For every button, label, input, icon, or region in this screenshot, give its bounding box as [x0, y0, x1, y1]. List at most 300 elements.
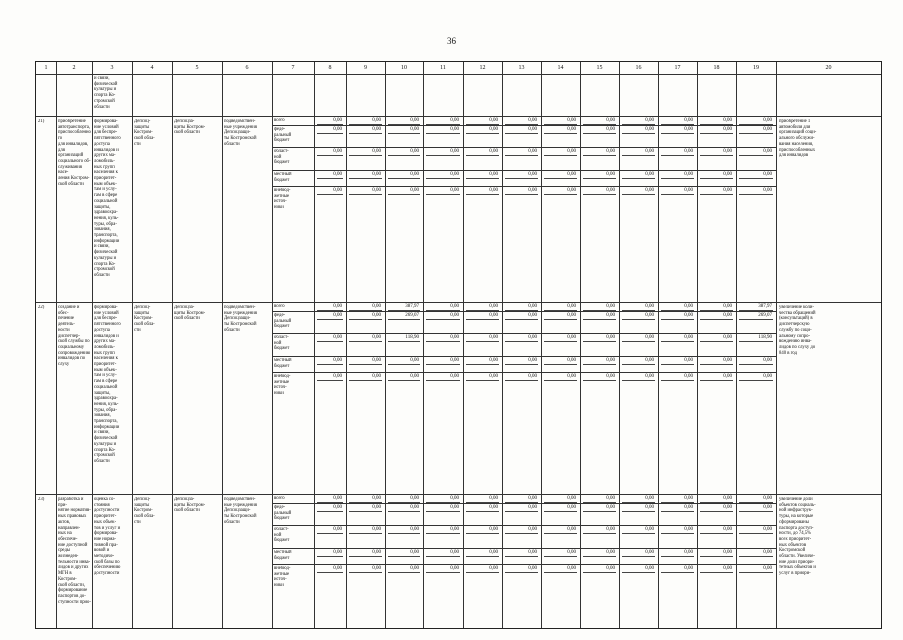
funding-value: 0,00: [372, 566, 381, 571]
value-underline: [622, 556, 655, 557]
value-underline: [544, 133, 577, 134]
value-underline: [349, 364, 382, 365]
funding-value: 0,00: [645, 149, 654, 154]
value-underline: [426, 511, 460, 512]
funding-source-label: местный бюджет: [274, 550, 292, 561]
funding-value: 118,90: [758, 335, 772, 340]
value-underline: [544, 155, 577, 156]
subrow-rule: [272, 311, 776, 312]
funding-value: 0,00: [528, 527, 537, 532]
funding-value: 0,00: [450, 527, 459, 532]
value-underline: [700, 194, 733, 195]
funding-source-label: област- ной бюджет: [274, 527, 290, 544]
funding-value: 0,00: [723, 566, 732, 571]
column-number: 3: [110, 65, 114, 71]
funding-source-label: област- ной бюджет: [274, 335, 290, 352]
funding-value: 0,00: [567, 374, 576, 379]
funding-value: 0,00: [723, 527, 732, 532]
funding-value: 0,00: [489, 496, 498, 501]
value-underline: [739, 124, 773, 125]
value-underline: [622, 380, 655, 381]
funding-value: 0,00: [333, 127, 342, 132]
value-underline: [739, 194, 773, 195]
funding-source-label: внебюд- жетные источ- ники: [274, 374, 291, 397]
value-underline: [505, 133, 538, 134]
funding-value: 0,00: [372, 527, 381, 532]
funding-value: 0,00: [489, 304, 498, 309]
value-underline: [349, 155, 382, 156]
funding-value: 0,00: [528, 358, 537, 363]
funding-source-label: местный бюджет: [274, 172, 292, 183]
funding-value: 0,00: [528, 566, 537, 571]
funding-value: 0,00: [333, 118, 342, 123]
value-underline: [622, 341, 655, 342]
funding-value: 0,00: [567, 188, 576, 193]
value-underline: [426, 310, 460, 311]
value-underline: [700, 380, 733, 381]
row-number: 21): [38, 119, 45, 124]
value-underline: [388, 133, 420, 134]
value-underline: [661, 319, 694, 320]
value-underline: [739, 572, 773, 573]
funding-value: 0,00: [606, 335, 615, 340]
value-underline: [466, 194, 499, 195]
funding-value: 0,00: [450, 149, 459, 154]
funding-value: 0,00: [763, 188, 772, 193]
value-underline: [661, 155, 694, 156]
column-number: 18: [713, 65, 720, 71]
funding-value: 0,00: [528, 550, 537, 555]
column-number: 1: [44, 65, 48, 71]
funding-value: 0,00: [684, 566, 693, 571]
column-number: 10: [401, 65, 407, 71]
funding-value: 0,00: [763, 374, 772, 379]
expected-result: приобретение 1 автомобиля для организаций соци- ального обслужи- вания населения, приспособленных для инвалидов: [779, 119, 817, 159]
funding-value: 0,00: [528, 374, 537, 379]
value-underline: [544, 341, 577, 342]
funding-value: 0,00: [567, 335, 576, 340]
activity-participant: подведомствен- ные учреждения Депсоцзащи- ты Костромской области: [224, 119, 257, 147]
funding-value: 0,00: [489, 172, 498, 177]
value-underline: [317, 319, 343, 320]
funding-value: 0,00: [372, 172, 381, 177]
funding-source-label: внебюд- жетные источ- ники: [274, 188, 291, 211]
value-underline: [317, 310, 343, 311]
funding-value: 0,00: [723, 149, 732, 154]
value-underline: [426, 319, 460, 320]
value-underline: [317, 178, 343, 179]
funding-value: 118,90: [405, 335, 419, 340]
funding-value: 0,00: [684, 172, 693, 177]
funding-value: 0,00: [333, 188, 342, 193]
funding-value: 0,00: [606, 566, 615, 571]
column-number: 4: [150, 65, 154, 71]
value-underline: [700, 155, 733, 156]
value-underline: [544, 502, 577, 503]
activity-name: разработка и при- нятие норматив- ных правовых актов, направлен- ных на обеспече- ние доступной среды жизнедея- тельности инва- лидов и других МГН в Костром- ской области, формирование паспортов до- ступности прио-: [58, 497, 91, 605]
value-underline: [426, 533, 460, 534]
value-underline: [739, 556, 773, 557]
continuation-text: и связи, физической культуры и спорта Ко- стромской области: [94, 76, 118, 110]
funding-value: 0,00: [684, 358, 693, 363]
value-underline: [583, 310, 616, 311]
column-number: 16: [635, 65, 642, 71]
funding-value: 0,00: [567, 127, 576, 132]
funding-value: 0,00: [528, 304, 537, 309]
value-underline: [622, 310, 655, 311]
funding-value: 0,00: [567, 313, 576, 318]
funding-value: 0,00: [489, 374, 498, 379]
value-underline: [466, 133, 499, 134]
value-underline: [739, 533, 773, 534]
value-underline: [505, 502, 538, 503]
activity-curator: Депсоц- защиты Костром- ской обла- сти: [134, 119, 155, 147]
value-underline: [583, 194, 616, 195]
funding-value: 0,00: [410, 172, 419, 177]
value-underline: [317, 133, 343, 134]
value-underline: [388, 502, 420, 503]
column-rule: [92, 62, 93, 628]
value-underline: [349, 319, 382, 320]
value-underline: [661, 380, 694, 381]
value-underline: [505, 572, 538, 573]
value-underline: [622, 572, 655, 573]
funding-value: 0,00: [567, 304, 576, 309]
funding-value: 0,00: [645, 550, 654, 555]
value-underline: [661, 310, 694, 311]
value-underline: [388, 194, 420, 195]
value-underline: [349, 133, 382, 134]
value-underline: [317, 155, 343, 156]
column-number: 9: [364, 65, 367, 71]
funding-value: 0,00: [410, 149, 419, 154]
funding-source-label: внебюд- жетные источ- ники: [274, 566, 291, 589]
value-underline: [661, 533, 694, 534]
value-underline: [700, 310, 733, 311]
column-number: 20: [825, 65, 832, 71]
value-underline: [466, 572, 499, 573]
value-underline: [388, 310, 420, 311]
value-underline: [622, 502, 655, 503]
funding-value: 0,00: [645, 566, 654, 571]
funding-value: 0,00: [606, 527, 615, 532]
column-rule: [56, 62, 57, 628]
value-underline: [426, 380, 460, 381]
funding-value: 0,00: [372, 335, 381, 340]
funding-value: 0,00: [410, 188, 419, 193]
value-underline: [505, 364, 538, 365]
funding-value: 0,00: [606, 374, 615, 379]
value-underline: [349, 556, 382, 557]
value-underline: [426, 178, 460, 179]
funding-value: 0,00: [723, 118, 732, 123]
funding-value: 0,00: [333, 496, 342, 501]
value-underline: [349, 341, 382, 342]
value-underline: [739, 310, 773, 311]
subrow-rule: [272, 548, 776, 549]
funding-value: 0,00: [606, 358, 615, 363]
value-underline: [349, 310, 382, 311]
funding-value: 0,00: [410, 527, 419, 532]
funding-value: 0,00: [645, 188, 654, 193]
value-underline: [583, 319, 616, 320]
value-underline: [466, 364, 499, 365]
funding-value: 0,00: [410, 566, 419, 571]
funding-value: 0,00: [645, 505, 654, 510]
funding-value: 0,00: [606, 304, 615, 309]
funding-value: 0,00: [567, 496, 576, 501]
column-number: 11: [440, 65, 446, 71]
column-rule: [172, 62, 173, 628]
value-underline: [700, 533, 733, 534]
value-underline: [622, 533, 655, 534]
value-underline: [466, 341, 499, 342]
value-underline: [505, 310, 538, 311]
value-underline: [505, 178, 538, 179]
value-underline: [622, 364, 655, 365]
value-underline: [466, 155, 499, 156]
value-underline: [317, 572, 343, 573]
value-underline: [739, 341, 773, 342]
subrow-rule: [272, 356, 776, 357]
funding-value: 0,00: [489, 527, 498, 532]
value-underline: [739, 319, 773, 320]
program-activities-table: [35, 61, 882, 629]
value-underline: [505, 341, 538, 342]
funding-value: 0,00: [372, 505, 381, 510]
value-underline: [317, 533, 343, 534]
funding-value: 0,00: [606, 127, 615, 132]
funding-value: 0,00: [489, 505, 498, 510]
funding-value: 0,00: [763, 118, 772, 123]
value-underline: [661, 124, 694, 125]
value-underline: [466, 502, 499, 503]
page-number: 36: [447, 36, 456, 46]
funding-value: 0,00: [684, 313, 693, 318]
value-underline: [739, 502, 773, 503]
value-underline: [426, 502, 460, 503]
funding-value: 0,00: [606, 496, 615, 501]
value-underline: [388, 364, 420, 365]
subrow-rule: [272, 147, 776, 148]
funding-source-label: всего: [274, 304, 285, 309]
funding-value: 0,00: [450, 358, 459, 363]
activity-name: приобретение автотранспорта, приспособленного для инвалидов, для организаций социального об- служивания насе- ления Костром- ской области: [58, 119, 91, 187]
column-number: 19: [753, 65, 759, 71]
column-number: 5: [195, 65, 199, 71]
value-underline: [466, 380, 499, 381]
value-underline: [739, 178, 773, 179]
activity-participant: подведомствен- ные учреждения Депсоцзащи- ты Костромской области: [224, 497, 257, 525]
funding-value: 0,00: [684, 127, 693, 132]
value-underline: [505, 380, 538, 381]
funding-value: 0,00: [606, 505, 615, 510]
funding-value: 0,00: [333, 313, 342, 318]
funding-source-label: местный бюджет: [274, 358, 292, 369]
value-underline: [661, 341, 694, 342]
value-underline: [349, 511, 382, 512]
funding-value: 0,00: [333, 149, 342, 154]
value-underline: [426, 133, 460, 134]
funding-value: 269,07: [758, 313, 772, 318]
funding-value: 0,00: [723, 304, 732, 309]
funding-value: 0,00: [645, 172, 654, 177]
funding-value: 0,00: [450, 374, 459, 379]
funding-value: 0,00: [450, 566, 459, 571]
column-number: 2: [72, 65, 76, 71]
column-rule: [776, 62, 777, 628]
funding-value: 0,00: [606, 149, 615, 154]
funding-value: 0,00: [763, 566, 772, 571]
funding-value: 0,00: [645, 118, 654, 123]
value-underline: [349, 178, 382, 179]
funding-value: 0,00: [410, 118, 419, 123]
value-underline: [700, 364, 733, 365]
value-underline: [317, 511, 343, 512]
funding-value: 0,00: [489, 566, 498, 571]
value-underline: [661, 511, 694, 512]
funding-value: 0,00: [606, 550, 615, 555]
funding-value: 0,00: [410, 374, 419, 379]
funding-value: 0,00: [372, 149, 381, 154]
funding-value: 0,00: [450, 127, 459, 132]
subrow-rule: [272, 564, 776, 565]
value-underline: [544, 511, 577, 512]
funding-value: 0,00: [333, 505, 342, 510]
column-number: 6: [245, 65, 249, 71]
funding-value: 0,00: [333, 172, 342, 177]
funding-value: 0,00: [684, 527, 693, 532]
funding-value: 0,00: [489, 149, 498, 154]
value-underline: [388, 178, 420, 179]
funding-value: 0,00: [763, 172, 772, 177]
funding-source-label: всего: [274, 496, 285, 501]
column-number: 13: [518, 65, 525, 71]
value-underline: [505, 556, 538, 557]
funding-value: 0,00: [763, 496, 772, 501]
value-underline: [349, 124, 382, 125]
value-underline: [622, 155, 655, 156]
funding-value: 0,00: [372, 188, 381, 193]
funding-value: 0,00: [333, 374, 342, 379]
funding-source-label: феде- ральный бюджет: [274, 127, 292, 144]
funding-value: 0,00: [645, 304, 654, 309]
funding-value: 0,00: [763, 527, 772, 532]
value-underline: [544, 194, 577, 195]
funding-value: 0,00: [684, 550, 693, 555]
funding-value: 0,00: [489, 127, 498, 132]
column-number: 17: [674, 65, 681, 71]
funding-value: 0,00: [333, 550, 342, 555]
value-underline: [388, 124, 420, 125]
value-underline: [700, 178, 733, 179]
funding-value: 0,00: [450, 550, 459, 555]
value-underline: [739, 380, 773, 381]
funding-source-label: област- ной бюджет: [274, 149, 290, 166]
value-underline: [466, 178, 499, 179]
funding-value: 0,00: [763, 550, 772, 555]
value-underline: [349, 533, 382, 534]
funding-value: 0,00: [372, 313, 381, 318]
value-underline: [466, 319, 499, 320]
value-underline: [388, 556, 420, 557]
value-underline: [544, 572, 577, 573]
value-underline: [661, 178, 694, 179]
value-underline: [544, 533, 577, 534]
funding-value: 0,00: [489, 118, 498, 123]
funding-value: 0,00: [372, 127, 381, 132]
funding-value: 0,00: [684, 496, 693, 501]
funding-value: 0,00: [333, 566, 342, 571]
value-underline: [505, 155, 538, 156]
value-underline: [544, 178, 577, 179]
funding-value: 0,00: [372, 374, 381, 379]
funding-value: 0,00: [372, 304, 381, 309]
activity-participant: подведомствен- ные учреждения Депсоцзащи- ты Костромской области: [224, 305, 257, 333]
value-underline: [661, 502, 694, 503]
funding-value: 0,00: [372, 358, 381, 363]
funding-value: 0,00: [684, 118, 693, 123]
funding-value: 0,00: [567, 550, 576, 555]
activity-name: создание и обес- печение деятель- ности диспетчер- ской службы по социальному сопровождению инвалидов по слуху: [58, 305, 91, 368]
value-underline: [505, 124, 538, 125]
funding-value: 0,00: [684, 505, 693, 510]
row-number: 22): [38, 305, 45, 310]
value-underline: [583, 124, 616, 125]
value-underline: [426, 556, 460, 557]
subrow-rule: [272, 503, 776, 504]
funding-value: 0,00: [450, 118, 459, 123]
funding-value: 0,00: [450, 505, 459, 510]
value-underline: [317, 364, 343, 365]
subrow-rule: [272, 186, 776, 187]
funding-value: 0,00: [333, 358, 342, 363]
funding-value: 0,00: [723, 127, 732, 132]
funding-value: 0,00: [723, 505, 732, 510]
activity-curator: Депсоц- защиты Костром- ской обла- сти: [134, 497, 155, 525]
value-underline: [317, 194, 343, 195]
funding-source-label: феде- ральный бюджет: [274, 505, 292, 522]
funding-value: 0,00: [763, 505, 772, 510]
funding-value: 0,00: [528, 172, 537, 177]
value-underline: [622, 178, 655, 179]
funding-value: 0,00: [528, 118, 537, 123]
funding-value: 0,00: [450, 172, 459, 177]
value-underline: [739, 133, 773, 134]
funding-value: 0,00: [645, 335, 654, 340]
funding-value: 0,00: [489, 335, 498, 340]
funding-value: 0,00: [333, 335, 342, 340]
value-underline: [426, 341, 460, 342]
funding-value: 0,00: [528, 127, 537, 132]
funding-value: 0,00: [684, 304, 693, 309]
value-underline: [466, 124, 499, 125]
value-underline: [739, 511, 773, 512]
value-underline: [505, 319, 538, 320]
funding-value: 0,00: [606, 313, 615, 318]
funding-value: 0,00: [450, 188, 459, 193]
value-underline: [426, 364, 460, 365]
activity-curator: Депсоц- защиты Костром- ской обла- сти: [134, 305, 155, 333]
funding-value: 0,00: [372, 496, 381, 501]
value-underline: [622, 124, 655, 125]
funding-value: 0,00: [645, 358, 654, 363]
funding-value: 0,00: [567, 358, 576, 363]
value-underline: [466, 556, 499, 557]
funding-value: 0,00: [410, 550, 419, 555]
subrow-rule: [272, 372, 776, 373]
value-underline: [700, 133, 733, 134]
